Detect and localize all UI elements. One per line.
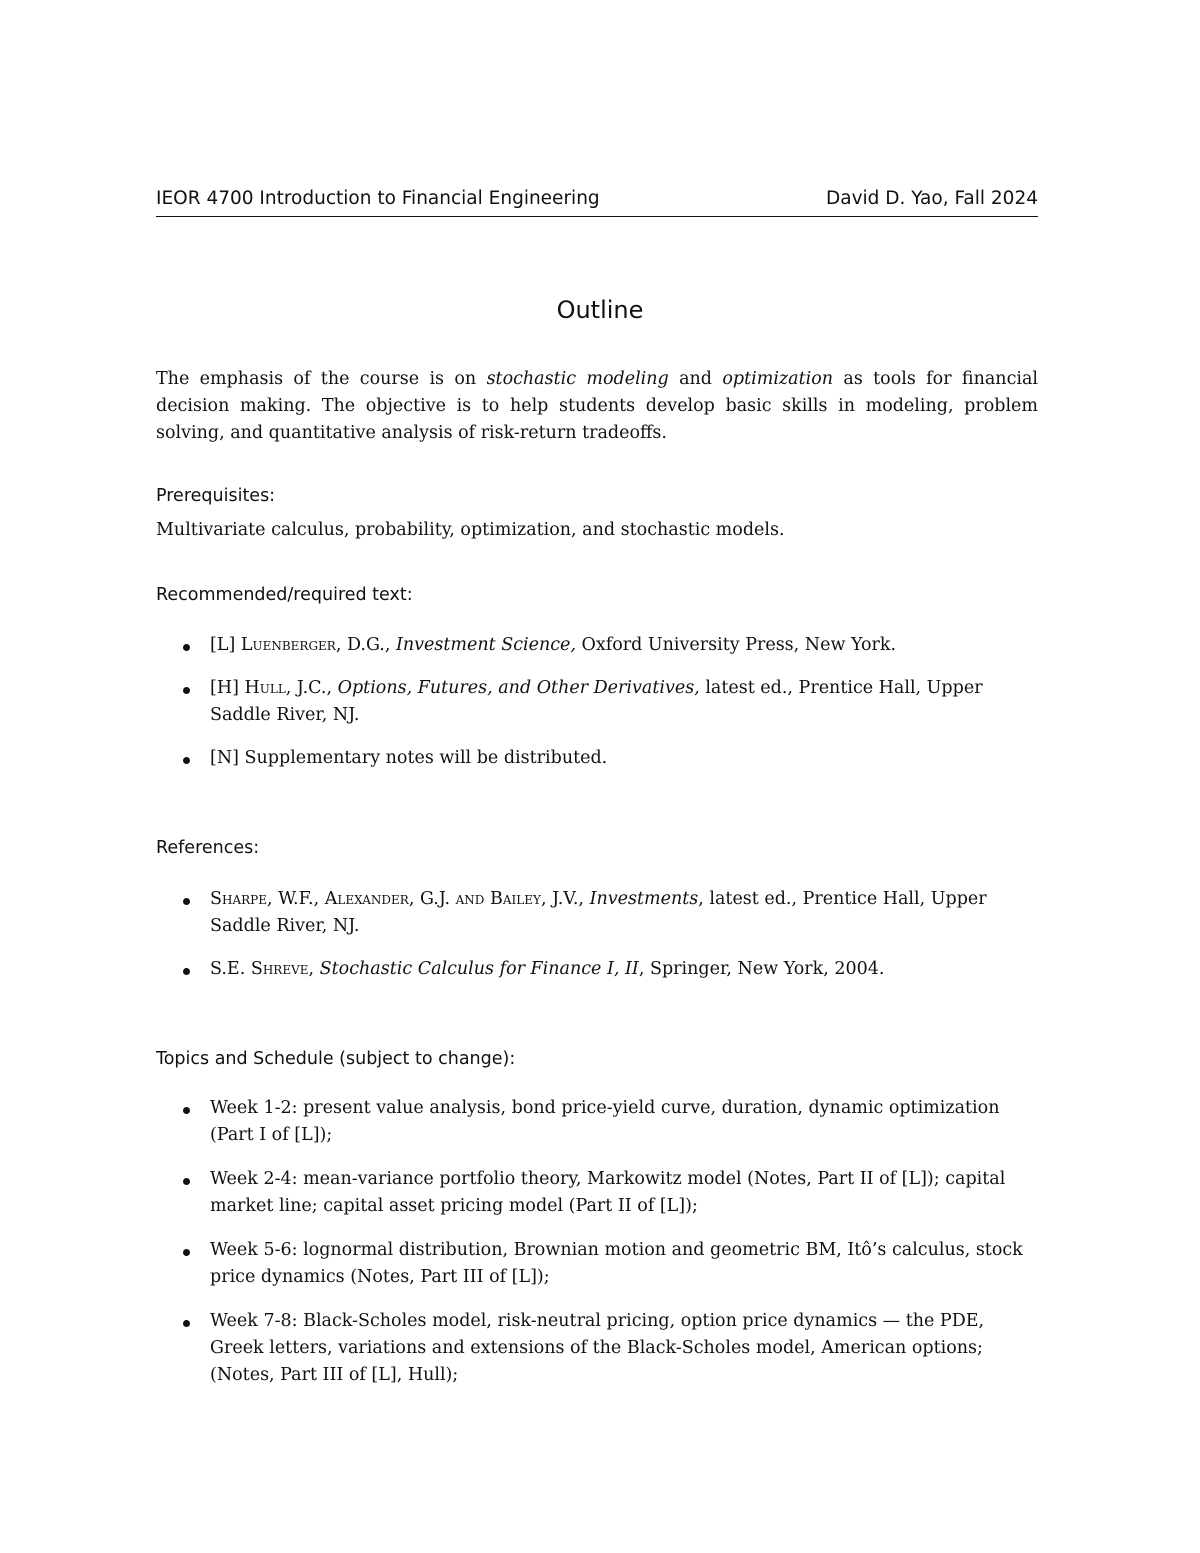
bullet-icon xyxy=(183,1320,190,1327)
instructor-term: David D. Yao, Fall 2024 xyxy=(826,188,1038,209)
bullet-icon xyxy=(183,757,190,764)
author-name: Sharpe xyxy=(210,889,267,909)
schedule-heading: Topics and Schedule (subject to change): xyxy=(156,1049,516,1069)
emphasis-optimization: optimization xyxy=(722,369,834,389)
book-title: Stochastic Calculus for Finance I, II xyxy=(319,959,639,979)
bullet-icon xyxy=(183,968,190,975)
list-item: Week 1-2: present value analysis, bond price-yield curve, duration, dynamic optimization (Part I of [L]); xyxy=(156,1095,1038,1149)
prerequisites-heading: Prerequisites: xyxy=(156,486,276,506)
bullet-icon xyxy=(183,687,190,694)
texts-list xyxy=(156,632,1038,772)
list-item: Week 2-4: mean-variance portfolio theory, Markowitz model (Notes, Part II of [L]); capital market line; capital asset pricing model (Part II of [L]); xyxy=(156,1166,1038,1220)
author-name: Shreve xyxy=(250,959,309,979)
author-name: Alexander xyxy=(324,889,409,909)
author-name: Luenberger xyxy=(240,635,336,655)
book-title: Options, Futures, and Other Derivatives, xyxy=(337,678,700,698)
list-item: S.E. Shreve, Stochastic Calculus for Finance I, II, Springer, New York, 2004. xyxy=(156,956,1038,983)
emphasis-stochastic-modeling: stochastic modeling xyxy=(486,369,669,389)
bullet-icon xyxy=(183,1249,190,1256)
texts-heading: Recommended/required text: xyxy=(156,585,413,605)
book-title: Investment Science, xyxy=(395,635,576,655)
page-header xyxy=(156,186,1038,217)
list-item: Sharpe, W.F., Alexander, G.J. and Bailey, J.V., Investments, latest ed., Prentice Hall, Upper Saddle River, NJ. xyxy=(156,886,1038,940)
course-title: IEOR 4700 Introduction to Financial Engineering xyxy=(156,188,600,209)
schedule-list xyxy=(156,1095,1038,1389)
bullet-icon xyxy=(183,1178,190,1185)
author-name: Bailey xyxy=(490,889,541,909)
references-list xyxy=(156,886,1038,983)
author-name: Hull xyxy=(244,678,286,698)
book-title: Investments xyxy=(589,889,699,909)
list-item: Week 7-8: Black-Scholes model, risk-neutral pricing, option price dynamics — the PDE, Greek letters, variations and extensions of the Black-Scholes model, American options; (Notes, Part III of [L], Hull); xyxy=(156,1308,1038,1389)
page-title: Outline xyxy=(556,296,644,324)
intro-paragraph: The emphasis of the course is on stochastic modeling and optimization as tools for financial decision making. The objective is to help students develop basic skills in modeling, problem solving, and quantitative analysis of risk-return tradeoffs. xyxy=(156,369,1038,443)
prerequisites-text: Multivariate calculus, probability, optimization, and stochastic models. xyxy=(156,520,785,540)
bullet-icon xyxy=(183,1107,190,1114)
references-heading: References: xyxy=(156,838,260,858)
list-item: [N] Supplementary notes will be distributed. xyxy=(156,745,1038,772)
list-item: [H] Hull, J.C., Options, Futures, and Other Derivatives, latest ed., Prentice Hall, Upper Saddle River, NJ. xyxy=(156,675,1038,729)
bullet-icon xyxy=(183,898,190,905)
list-item: [L] Luenberger, D.G., Investment Science, Oxford University Press, New York. xyxy=(156,632,1038,659)
bullet-icon xyxy=(183,644,190,651)
list-item: Week 5-6: lognormal distribution, Brownian motion and geometric BM, Itô’s calculus, stock price dynamics (Notes, Part III of [L]); xyxy=(156,1237,1038,1291)
